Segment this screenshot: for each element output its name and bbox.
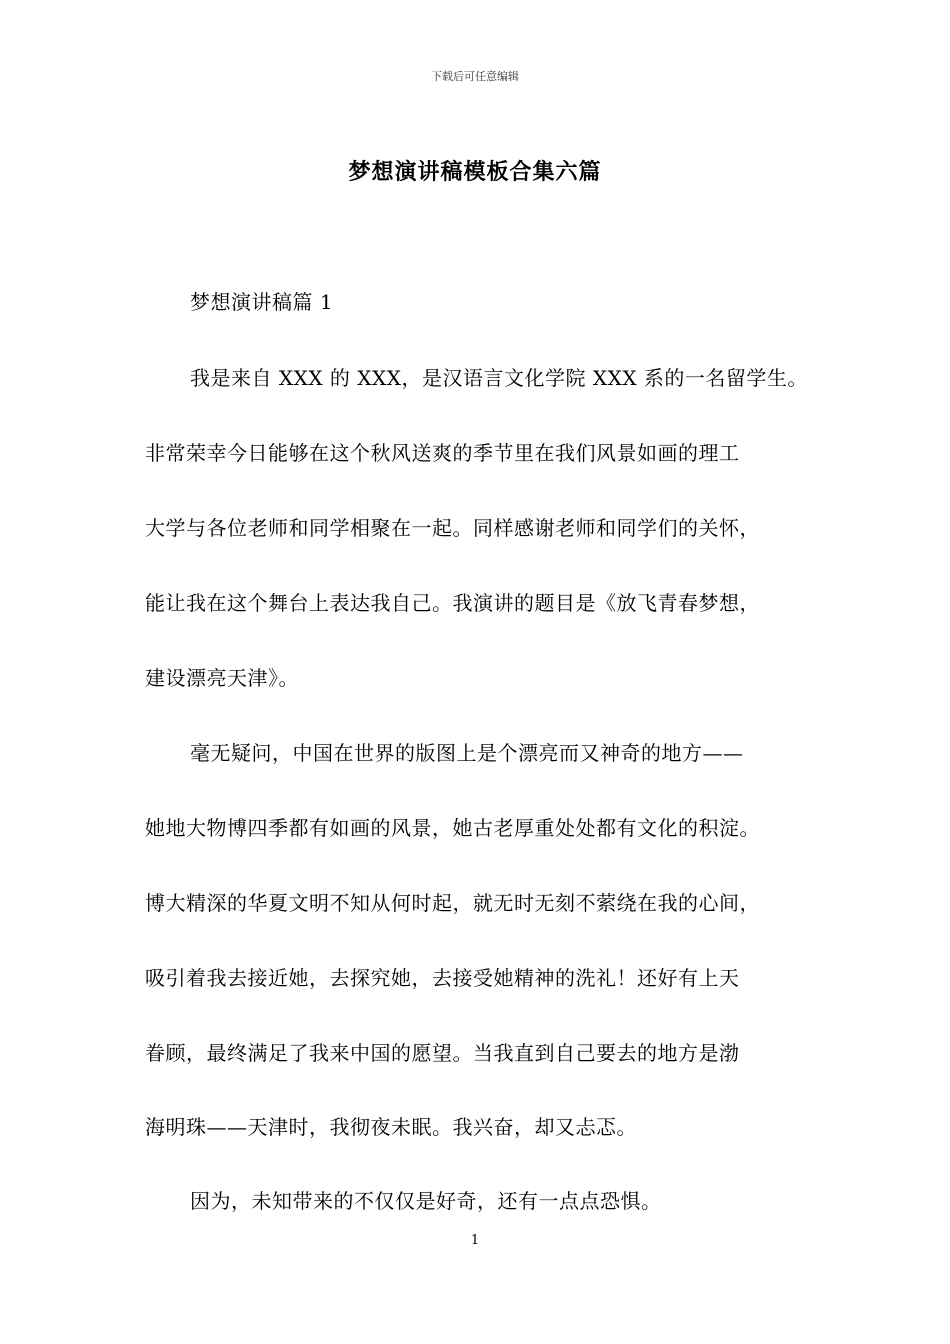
paragraph-line: 眷顾，最终满足了我来中国的愿望。当我直到自己要去的地方是渤 bbox=[145, 1041, 740, 1065]
page-header: 下载后可任意编辑 bbox=[431, 70, 519, 83]
page-number: 1 bbox=[470, 1233, 480, 1248]
paragraph-line: 建设漂亮天津》。 bbox=[145, 666, 299, 690]
paragraph-line: 博大精深的华夏文明不知从何时起，就无时无刻不萦绕在我的心间， bbox=[145, 891, 760, 915]
paragraph-line: 因为，未知带来的不仅仅是好奇，还有一点点恐惧。 bbox=[190, 1189, 662, 1213]
document-title: 梦想演讲稿模板合集六篇 bbox=[348, 159, 602, 185]
paragraph-line: 大学与各位老师和同学相聚在一起。同样感谢老师和同学们的关怀， bbox=[145, 516, 760, 540]
paragraph-line: 海明珠——天津时，我彻夜未眠。我兴奋，却又忐忑。 bbox=[145, 1115, 637, 1139]
paragraph-line: 我是来自 XXX 的 XXX，是汉语言文化学院 XXX 系的一名留学生。 bbox=[190, 366, 808, 390]
section-heading: 梦想演讲稿篇 1 bbox=[190, 290, 334, 314]
paragraph-line: 她地大物博四季都有如画的风景，她古老厚重处处都有文化的积淀。 bbox=[145, 816, 760, 840]
paragraph-line: 毫无疑问，中国在世界的版图上是个漂亮而又神奇的地方—— bbox=[190, 741, 744, 765]
paragraph-line: 吸引着我去接近她，去探究她，去接受她精神的洗礼！还好有上天 bbox=[145, 966, 740, 990]
paragraph-line: 非常荣幸今日能够在这个秋风送爽的季节里在我们风景如画的理工 bbox=[145, 441, 740, 465]
paragraph-line: 能让我在这个舞台上表达我自己。我演讲的题目是《放飞青春梦想， bbox=[145, 591, 760, 615]
